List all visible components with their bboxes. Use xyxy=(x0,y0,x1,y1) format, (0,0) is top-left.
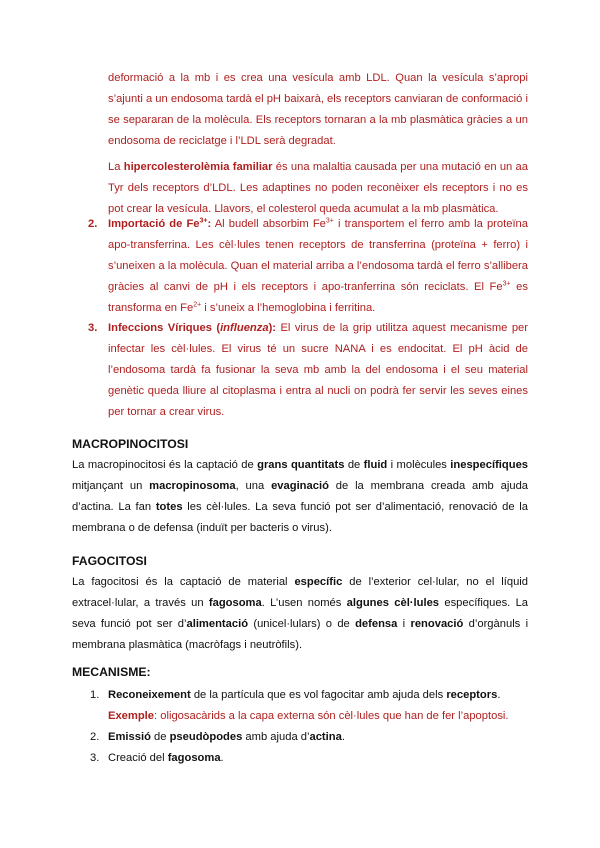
item-3-viral-infections: Infeccions Víriques (influenza): El virus de la grip utilitza aquest mecanisme per infectar les cèl·lules. El virus té un sucre NANA i es endocitat. El pH àcid de l’endosoma tardà fa fusionar la seva mb amb la del endosoma i el seu material genètic queda lliure al citoplasma i entra al nucli on podrà fer servir les seves eines per tornar a crear virus. xyxy=(108,322,528,418)
mecanisme-heading: MECANISME: xyxy=(72,665,151,679)
item-3-title: Infeccions Víriques (influenza): xyxy=(108,322,277,334)
mecanisme-item-2-number: 2. xyxy=(90,731,100,743)
term-hipercolesterolemia: hipercolesterolèmia familiar xyxy=(123,161,273,173)
mecanisme-item-1: Reconeixement de la partícula que es vol fagocitar amb ajuda dels receptors. Exemple: oligosacàrids a la capa externa són cèl·lules que han de fer l’apoptosi. xyxy=(108,685,528,727)
item-3-number: 3. xyxy=(88,322,98,334)
mecanisme-item-1-number: 1. xyxy=(90,689,100,701)
item-2-title: Importació de $Fe^{3+}$: xyxy=(108,217,212,230)
fagocitosi-heading: FAGOCITOSI xyxy=(72,554,147,568)
hypercholesterolemia-paragraph: La hipercolesterolèmia familiar és una malaltia causada per una mutació en un aa Tyr dels receptors d’LDL. Les adaptines no poden reconèixer els receptors i no es pot crear la vesícula. Llavors, el colesterol queda acumulat a la mb plasmàtica. xyxy=(108,161,528,215)
mecanisme-item-3: Creació del fagosoma. xyxy=(108,752,224,764)
mecanisme-item-2: Emissió de pseudòpodes amb ajuda d’actina. xyxy=(108,731,345,743)
item-2-number: 2. xyxy=(88,218,98,230)
macropinocitosi-paragraph: La macropinocitosi és la captació de grans quantitats de fluid i molècules inespecífiques mitjançant un macropinosoma, una evaginació de la membrana creada amb ajuda d’actina. La fan totes les cèl·lules. La seva funció pot ser d’alimentació, renovació de la membrana o de defensa (induït per bacteris o virus). xyxy=(72,459,529,534)
fagocitosi-paragraph: La fagocitosi és la captació de material específic de l’exterior cel·lular, no el líquid extracel·lular, a través un fagosoma. L’usen només algunes cèl·lules específiques. La seva funció pot ser d’alimentació (unicel·lulars) o de defensa i renovació d’orgànuls i membrana plasmàtica (macròfags i neutròfils). xyxy=(72,576,529,651)
item-2-iron-import: Importació de $Fe^{3+}$: Al budell absorbim $Fe^{3+}$ i transportem el ferro amb la proteïna apo-transferrina. Les cèl·lules tenen receptors de transferrina (proteïna + ferro) i s’uneixen a la molècula. Quan el material arriba a l’endosoma tardà el ferro s’allibera gràcies al canvi de pH i els receptors i apo-tranferrina són reciclats. El $Fe^{3+}$ es transforma en $Fe^{2+}$ i s’uneix a l’hemoglobina i ferritina. xyxy=(108,217,528,314)
macropinocitosi-heading: MACROPINOCITOSI xyxy=(72,437,189,451)
ldl-paragraph: deformació a la mb i es crea una vesícula amb LDL. Quan la vesícula s’apropi s’ajunti a un endosoma tardà el pH baixarà, els receptors canviaran de conformació i se separaran de la molècula. Els receptors tornaran a la mb plasmàtica gràcies a un endosoma de reciclatge i l’LDL serà degradat. xyxy=(108,72,528,147)
mecanisme-item-3-number: 3. xyxy=(90,752,100,764)
example-line: Exemple: oligosacàrids a la capa externa són cèl·lules que han de fer l’apoptosi. xyxy=(108,710,509,722)
